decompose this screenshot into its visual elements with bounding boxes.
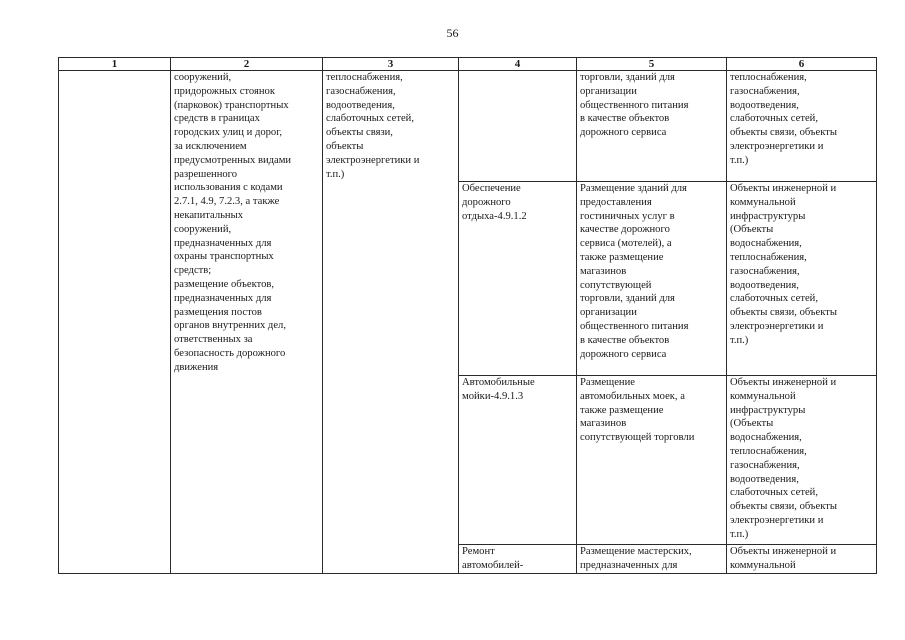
column-header-3: 3 <box>323 58 459 71</box>
cell-conditional-use-description: Размещение автомобильных моек, а также размещение магазинов сопутствующей торговли <box>577 376 727 545</box>
cell-conditional-use-description: торговли, зданий для организации общественного питания в качестве объектов дорожного сервиса <box>577 71 727 182</box>
cell-conditional-auxiliary: Объекты инженерной и коммунальной <box>727 545 877 574</box>
cell-main-use-description: сооружений, придорожных стоянок (парковок) транспортных средств в границах городских улиц и дорог, за исключением предусмотренных видами разрешенного использования с кодами 2.7.1, 4.9, 7.2.3, а также некапитальных сооружений, предназначенных для охраны транспортных средств; размещение объектов, предназначенных для размещения постов органов внутренних дел, ответственных за безопасность дорожного движения <box>171 71 323 574</box>
cell-conditional-use-description: Размещение зданий для предоставления гостиничных услуг в качестве дорожного сервиса (мотелей), а также размещение магазинов сопутствующей торговли, зданий для организации общественного питания в качестве объектов дорожного сервиса <box>577 182 727 376</box>
cell-auxiliary-use: теплоснабжения, газоснабжения, водоотведения, слаботочных сетей, объекты связи, объекты электроэнергетики и т.п.) <box>323 71 459 574</box>
column-header-5: 5 <box>577 58 727 71</box>
cell-conditional-use-name <box>459 71 577 182</box>
cell-conditional-use-name: Автомобильные мойки-4.9.1.3 <box>459 376 577 545</box>
column-header-1: 1 <box>59 58 171 71</box>
cell-conditional-auxiliary: Объекты инженерной и коммунальной инфраструктуры (Объекты водоснабжения, теплоснабжения, газоснабжения, водоотведения, слаботочных сетей, объекты связи, объекты электроэнергетики и т.п.) <box>727 376 877 545</box>
column-header-2: 2 <box>171 58 323 71</box>
header-row <box>59 58 877 71</box>
column-header-4: 4 <box>459 58 577 71</box>
cell-col1 <box>59 71 171 574</box>
column-header-6: 6 <box>727 58 877 71</box>
cell-conditional-use-description: Размещение мастерских, предназначенных для <box>577 545 727 574</box>
cell-conditional-use-name: Обеспечение дорожного отдыха-4.9.1.2 <box>459 182 577 376</box>
table-row <box>59 71 877 182</box>
cell-conditional-auxiliary: теплоснабжения, газоснабжения, водоотведения, слаботочных сетей, объекты связи, объекты электроэнергетики и т.п.) <box>727 71 877 182</box>
cell-conditional-use-name: Ремонт автомобилей- <box>459 545 577 574</box>
cell-conditional-auxiliary: Объекты инженерной и коммунальной инфраструктуры (Объекты водоснабжения, теплоснабжения, газоснабжения, водоотведения, слаботочных сетей, объекты связи, объекты электроэнергетики и т.п.) <box>727 182 877 376</box>
land-use-table <box>58 57 877 574</box>
page-number: 56 <box>446 26 459 40</box>
